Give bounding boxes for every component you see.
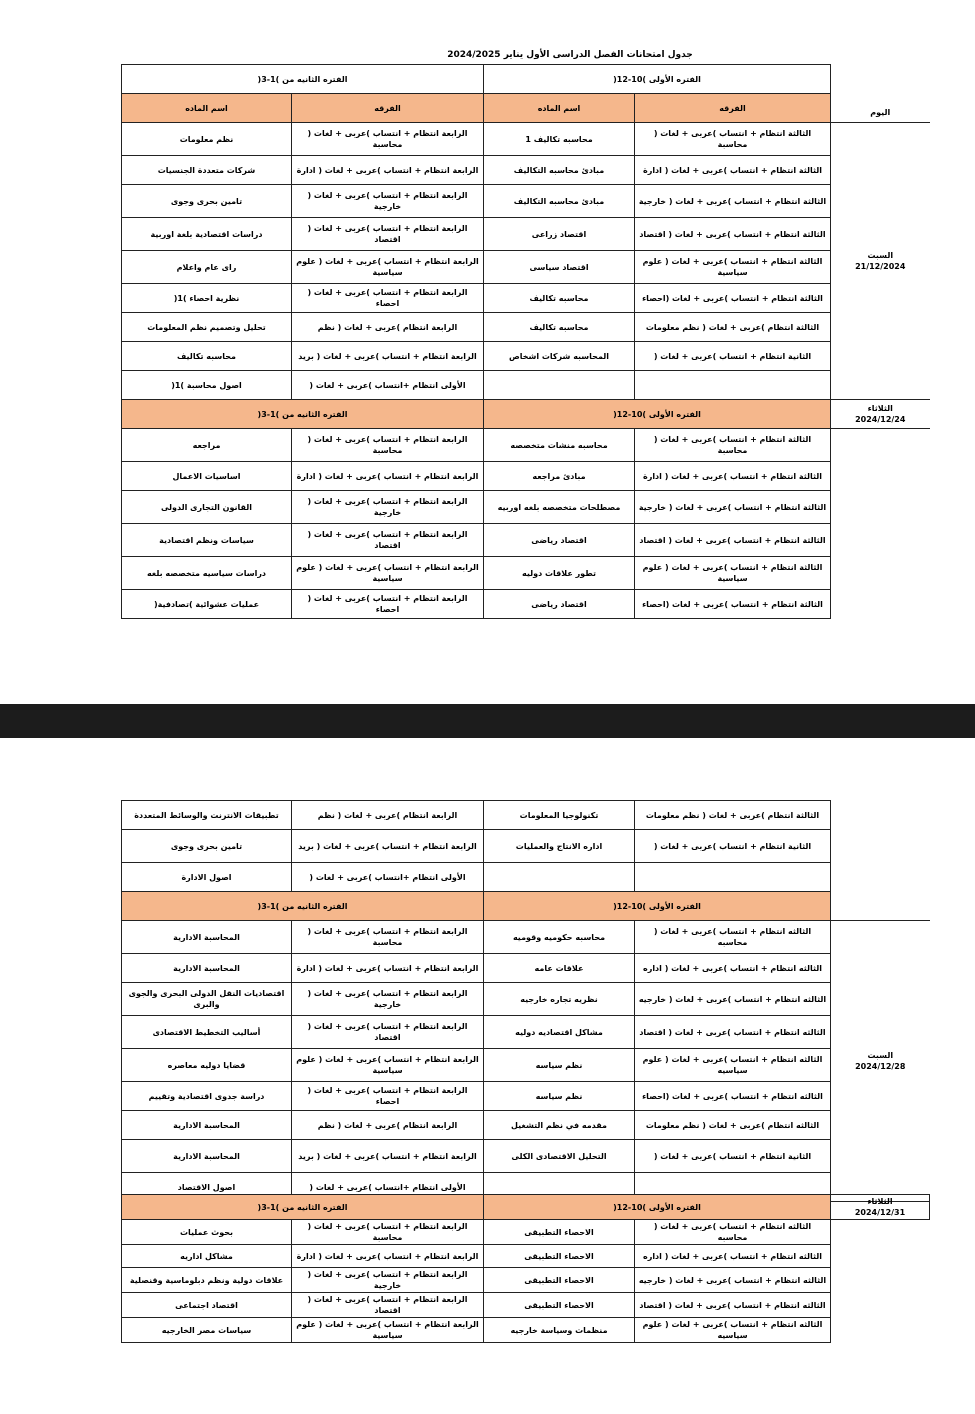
exam-schedule-table-page1	[121, 64, 930, 619]
group-cell: الرابعة انتظام + انتساب )عربى + لغات ( اقتصاد	[292, 524, 484, 557]
subject-cell: المحاسبة الادارية	[122, 1111, 292, 1140]
subject-cell: تطور علاقات دوليه	[484, 557, 635, 590]
subject-cell: قضايا دوليه معاصره	[122, 1049, 292, 1082]
group-cell: الثالثة انتظام )عربى + لغات ( نظم معلومات	[635, 313, 831, 342]
group-cell: الثالثة انتظام + انتساب )عربى + لغات ( علوم سياسية	[635, 251, 831, 284]
subject-cell: الاحصاء التطبيقى	[484, 1245, 635, 1268]
table-row	[122, 954, 930, 983]
subject-cell: مشاكل اداريه	[122, 1245, 292, 1268]
subject-cell: اصول الادارة	[122, 863, 292, 892]
subject-cell: التحليل الاقتصادى الكلى	[484, 1140, 635, 1173]
group-cell: الرابعة انتظام + انتساب )عربى + لغات ( ادارة	[292, 156, 484, 185]
table-row	[122, 1111, 930, 1140]
group-cell: الرابعة انتظام + انتساب )عربى + لغات ( خارجية	[292, 185, 484, 218]
group-cell: الثالثه انتظام + انتساب )عربى + لغات (احصاء	[635, 1082, 831, 1111]
group-cell: الثالثة انتظام + انتساب )عربى + لغات ( ادارة	[635, 156, 831, 185]
subject-cell: مقدمه في نظم التشغيل	[484, 1111, 635, 1140]
sat-1228-rows	[122, 921, 930, 1202]
subject-cell: المحاسبة الادارية	[122, 954, 292, 983]
subject-cell: دراسة جدوى اقتصادية وتقييم	[122, 1082, 292, 1111]
subject-cell: مبادئ محاسبه التكاليف	[484, 156, 635, 185]
table-row	[122, 342, 930, 371]
group-cell: الرابعة انتظام + انتساب )عربى + لغات ( بريد	[292, 342, 484, 371]
subject-cell: اقتصاد رياضى	[484, 524, 635, 557]
group-cell: الرابعة انتظام + انتساب )عربى + لغات ( محاسبة	[292, 921, 484, 954]
empty-day-cell	[831, 801, 930, 830]
table-row	[122, 863, 930, 892]
group-cell: الثالثه انتظام + انتساب )عربى + لغات ( محاسبه	[635, 1220, 831, 1245]
page-separator	[0, 704, 975, 738]
subject-cell: تامين بحرى وجوى	[122, 830, 292, 863]
table-row	[122, 123, 930, 156]
group-cell: الرابعة انتظام + انتساب )عربى + لغات ( علوم سياسية	[292, 1049, 484, 1082]
group-cell: الرابعة انتظام + انتساب )عربى + لغات ( خارجية	[292, 1268, 484, 1293]
group-cell: الثالثه انتظام + انتساب )عربى + لغات ( علوم سياسيه	[635, 1049, 831, 1082]
subject-cell: اقتصاد زراعى	[484, 218, 635, 251]
subject-cell: أساليب التخطيط الاقتصادى	[122, 1016, 292, 1049]
group-cell: الرابعة انتظام + انتساب )عربى + لغات ( علوم سياسية	[292, 1318, 484, 1343]
group-cell: الرابعة انتظام + انتساب )عربى + لغات ( محاسبة	[292, 1220, 484, 1245]
exam-schedule-table-page2	[121, 800, 930, 1202]
subject-cell: منظمات وسياسة خارجيه	[484, 1318, 635, 1343]
table-row	[122, 1016, 930, 1049]
table-row	[122, 1049, 930, 1082]
table-row	[122, 284, 930, 313]
group-cell: الثالثة انتظام + انتساب )عربى + لغات ( اقتصاد	[635, 218, 831, 251]
subject-cell: تطبيقات الانترنت والوسائط المتعددة	[122, 801, 292, 830]
table-row	[122, 830, 930, 863]
table-row	[122, 185, 930, 218]
group-cell: الرابعة انتظام + انتساب )عربى + لغات ( علوم سياسية	[292, 557, 484, 590]
group-cell: الثالثه انتظام + انتساب )عربى + لغات ( اداره	[635, 1245, 831, 1268]
subject-cell: مراجعه	[122, 429, 292, 462]
group-cell: الثانية انتظام + انتساب )عربى + لغات (	[635, 830, 831, 863]
table-row	[122, 1293, 930, 1318]
subject-cell: محاسبه تكاليف	[122, 342, 292, 371]
subject-cell: شركات متعددة الجنسيات	[122, 156, 292, 185]
subject-cell: نظم معلومات	[122, 123, 292, 156]
group-cell: الرابعة انتظام + انتساب )عربى + لغات ( اقتصاد	[292, 1293, 484, 1318]
table-row	[122, 491, 930, 524]
table-row	[122, 524, 930, 557]
group-cell: الرابعة انتظام )عربى + لغات ( نظم	[292, 801, 484, 830]
group-cell: الثالثه انتظام )عربى + لغات ( نظم معلومات	[635, 1111, 831, 1140]
group-cell: الثالثه انتظام + انتساب )عربى + لغات ( علوم سياسيه	[635, 1318, 831, 1343]
subject-cell: اصول الاقتصاد	[122, 1173, 292, 1202]
subject-header: اسم الماده	[122, 94, 292, 123]
table-row	[122, 1245, 930, 1268]
group-cell: الرابعة انتظام + انتساب )عربى + لغات ( ادارة	[292, 1245, 484, 1268]
subject-cell: نظريه تجاره خارجيه	[484, 983, 635, 1016]
table-row	[122, 983, 930, 1016]
table-row	[122, 1268, 930, 1293]
subject-cell: اقتصاد سياسى	[484, 251, 635, 284]
group-cell: الثالثة انتظام + انتساب )عربى + لغات ( خارجية	[635, 185, 831, 218]
table-row	[122, 462, 930, 491]
tue-1231-rows	[122, 1220, 930, 1343]
day-cell: السبت 2024/12/28	[831, 921, 930, 1202]
group-cell: الرابعة انتظام + انتساب )عربى + لغات ( بريد	[292, 830, 484, 863]
group-cell	[635, 371, 831, 400]
subject-cell: علاقات دولية ونظم دبلوماسية وقنصلية	[122, 1268, 292, 1293]
group-cell: الأولى انتظام +انتساب )عربى + لغات (	[292, 863, 484, 892]
subject-header: اسم الماده	[484, 94, 635, 123]
subject-cell: القانون التجارى الدولى	[122, 491, 292, 524]
table-row	[122, 1220, 930, 1245]
period1-header: الفتره الأولى )10-12(	[484, 1195, 831, 1220]
group-cell: الثالثة انتظام + انتساب )عربى + لغات (احصاء	[635, 284, 831, 313]
group-cell: الثالثة انتظام + انتساب )عربى + لغات ( محاسبة	[635, 429, 831, 462]
subject-cell	[484, 863, 635, 892]
subject-cell: دراسات سياسيه متخصصه بلغه	[122, 557, 292, 590]
group-cell: الرابعة انتظام + انتساب )عربى + لغات ( بريد	[292, 1140, 484, 1173]
subject-cell	[484, 371, 635, 400]
empty-day-cell	[831, 892, 930, 921]
subject-cell: مبادئ محاسبه التكاليف	[484, 185, 635, 218]
table-row	[122, 371, 930, 400]
table-row	[122, 218, 930, 251]
subject-cell: محاسبه منشات متخصصه	[484, 429, 635, 462]
subject-cell: الاحصاء التطبيقى	[484, 1293, 635, 1318]
subject-cell: بحوث عمليات	[122, 1220, 292, 1245]
group-cell: الرابعة انتظام + انتساب )عربى + لغات ( احصاء	[292, 590, 484, 619]
group-cell: الثالثه انتظام + انتساب )عربى + لغات ( خارجيه	[635, 983, 831, 1016]
table-row	[122, 921, 930, 954]
group-cell: الرابعة انتظام + انتساب )عربى + لغات ( احصاء	[292, 284, 484, 313]
group-header: الفرقه	[292, 94, 484, 123]
subject-cell: الاحصاء التطبيقى	[484, 1268, 635, 1293]
group-cell: الثالثة انتظام + انتساب )عربى + لغات ( خارجية	[635, 491, 831, 524]
group-cell: الثالثة انتظام + انتساب )عربى + لغات ( محاسبة	[635, 123, 831, 156]
group-cell: الثالثة انتظام )عربى + لغات ( نظم معلومات	[635, 801, 831, 830]
subject-cell: تحليل وتصميم نظم المعلومات	[122, 313, 292, 342]
group-cell: الرابعة انتظام + انتساب )عربى + لغات ( محاسبة	[292, 429, 484, 462]
subject-cell: المحاسبة الادارية	[122, 921, 292, 954]
subject-cell: علاقات عامه	[484, 954, 635, 983]
group-cell: الثانية انتظام + انتساب )عربى + لغات (	[635, 342, 831, 371]
subject-cell: مبادئ مراجعه	[484, 462, 635, 491]
period2-header: الفتره الثانيه من )1-3(	[122, 892, 484, 921]
group-cell: الرابعة انتظام )عربى + لغات ( نظم	[292, 313, 484, 342]
period2-header: الفتره الثانيه من )1-3(	[122, 1195, 484, 1220]
subject-cell: تكنولوجيا المعلومات	[484, 801, 635, 830]
group-cell: الرابعة انتظام + انتساب )عربى + لغات ( اقتصاد	[292, 1016, 484, 1049]
group-cell: الثالثه انتظام + انتساب )عربى + لغات ( خارجيه	[635, 1268, 831, 1293]
day-header: اليوم	[831, 65, 930, 123]
group-cell	[635, 863, 831, 892]
subject-cell: نظم سياسه	[484, 1082, 635, 1111]
subject-cell: اساسيات الاعمال	[122, 462, 292, 491]
subject-cell: اقتصاد رياضى	[484, 590, 635, 619]
group-cell: الثالثه انتظام + انتساب )عربى + لغات ( اداره	[635, 954, 831, 983]
table-row	[122, 1082, 930, 1111]
subject-cell: نظرية احصاء )1(	[122, 284, 292, 313]
table-row	[122, 590, 930, 619]
table-row	[122, 156, 930, 185]
period1-header: الفتره الأولى )10-12(	[484, 892, 831, 921]
continuation-rows	[122, 801, 930, 892]
table-row	[122, 313, 930, 342]
period1-header: الفتره الأولى )10-12(	[484, 400, 831, 429]
group-cell: الثالثة انتظام + انتساب )عربى + لغات (احصاء	[635, 590, 831, 619]
subject-cell: تامين بحرى وجوى	[122, 185, 292, 218]
subject-cell: اصول محاسبة )1(	[122, 371, 292, 400]
subject-cell: عمليات عشوائية )تصادفية(	[122, 590, 292, 619]
day-cell: الثلاثاء 2024/12/24	[831, 400, 930, 429]
sat-1221-rows	[122, 123, 930, 400]
group-cell: الرابعة انتظام + انتساب )عربى + لغات ( ادارة	[292, 954, 484, 983]
table-row	[122, 1140, 930, 1173]
subject-cell: اقتصاد اجتماعى	[122, 1293, 292, 1318]
group-cell: الثالثة انتظام + انتساب )عربى + لغات ( علوم سياسية	[635, 557, 831, 590]
table-row	[122, 557, 930, 590]
group-cell: الأولى انتظام +انتساب )عربى + لغات (	[292, 371, 484, 400]
subject-cell: راى عام واعلام	[122, 251, 292, 284]
group-cell: الثانية انتظام + انتساب )عربى + لغات (	[635, 1140, 831, 1173]
group-cell: الثالثه انتظام + انتساب )عربى + لغات ( محاسبه	[635, 921, 831, 954]
table-row	[122, 1318, 930, 1343]
period1-header: الفتره الأولى )10-12(	[484, 65, 831, 94]
subject-cell: مشاكل اقتصاديه دوليه	[484, 1016, 635, 1049]
period2-header: الفتره الثانيه من )1-3(	[122, 65, 484, 94]
group-cell: الرابعة انتظام + انتساب )عربى + لغات ( علوم سياسية	[292, 251, 484, 284]
table-row	[122, 801, 930, 830]
empty-day-cell	[831, 863, 930, 892]
day-cell: السبت 21/12/2024	[831, 123, 930, 400]
subject-cell: اداره الانتاج والعمليات	[484, 830, 635, 863]
period2-header: الفتره الثانيه من )1-3(	[122, 400, 484, 429]
group-cell: الرابعة انتظام + انتساب )عربى + لغات ( احصاء	[292, 1082, 484, 1111]
table-row	[122, 251, 930, 284]
group-cell: الثالثه انتظام + انتساب )عربى + لغات ( اقتصاد	[635, 1016, 831, 1049]
subject-cell: محاسبه حكوميه وقوميه	[484, 921, 635, 954]
subject-cell: دراسات اقتصادية بلغة اوربية	[122, 218, 292, 251]
group-cell: الثالثة انتظام + انتساب )عربى + لغات ( ادارة	[635, 462, 831, 491]
group-cell: الرابعة انتظام + انتساب )عربى + لغات ( اقتصاد	[292, 218, 484, 251]
subject-cell: المحاسبه شركات اشخاص	[484, 342, 635, 371]
group-cell: الرابعة انتظام )عربى + لغات ( نظم	[292, 1111, 484, 1140]
table-row	[122, 429, 930, 462]
subject-cell: نظم سياسه	[484, 1049, 635, 1082]
subject-cell: سياسات مصر الخارجيه	[122, 1318, 292, 1343]
subject-cell: الاحصاء التطبيقى	[484, 1220, 635, 1245]
subject-cell: المحاسبة الادارية	[122, 1140, 292, 1173]
group-cell: الثالثة انتظام + انتساب )عربى + لغات ( اقتصاد	[635, 524, 831, 557]
subject-cell: سياسات ونظم اقتصادية	[122, 524, 292, 557]
day-cell: الثلاثاء 2024/12/31	[831, 1195, 930, 1220]
subject-cell: محاسبه تكاليف	[484, 313, 635, 342]
subject-cell: محاسبه تكاليف	[484, 284, 635, 313]
subject-cell: اقتصاديات النقل الدولى البحرى والجوى والبرى	[122, 983, 292, 1016]
group-header: الفرقه	[635, 94, 831, 123]
group-cell: الرابعة انتظام + انتساب )عربى + لغات ( ادارة	[292, 462, 484, 491]
subject-cell: محاسبه تكاليف 1	[484, 123, 635, 156]
empty-day-cell	[831, 830, 930, 863]
page-title: جدول امتحانات الفصل الدراسى الأول يناير 2024/2025	[447, 50, 693, 60]
group-cell: الأولى انتظام +انتساب )عربى + لغات (	[292, 1173, 484, 1202]
subject-cell: مصطلحات متخصصه بلغه اوربيه	[484, 491, 635, 524]
tue-1224-rows	[122, 429, 930, 619]
group-cell: الرابعة انتظام + انتساب )عربى + لغات ( محاسبة	[292, 123, 484, 156]
exam-schedule-table-page3	[121, 1194, 930, 1343]
group-cell: الرابعة انتظام + انتساب )عربى + لغات ( خارجية	[292, 983, 484, 1016]
group-cell: الثالثه انتظام + انتساب )عربى + لغات ( اقتصاد	[635, 1293, 831, 1318]
group-cell: الرابعة انتظام + انتساب )عربى + لغات ( خارجية	[292, 491, 484, 524]
